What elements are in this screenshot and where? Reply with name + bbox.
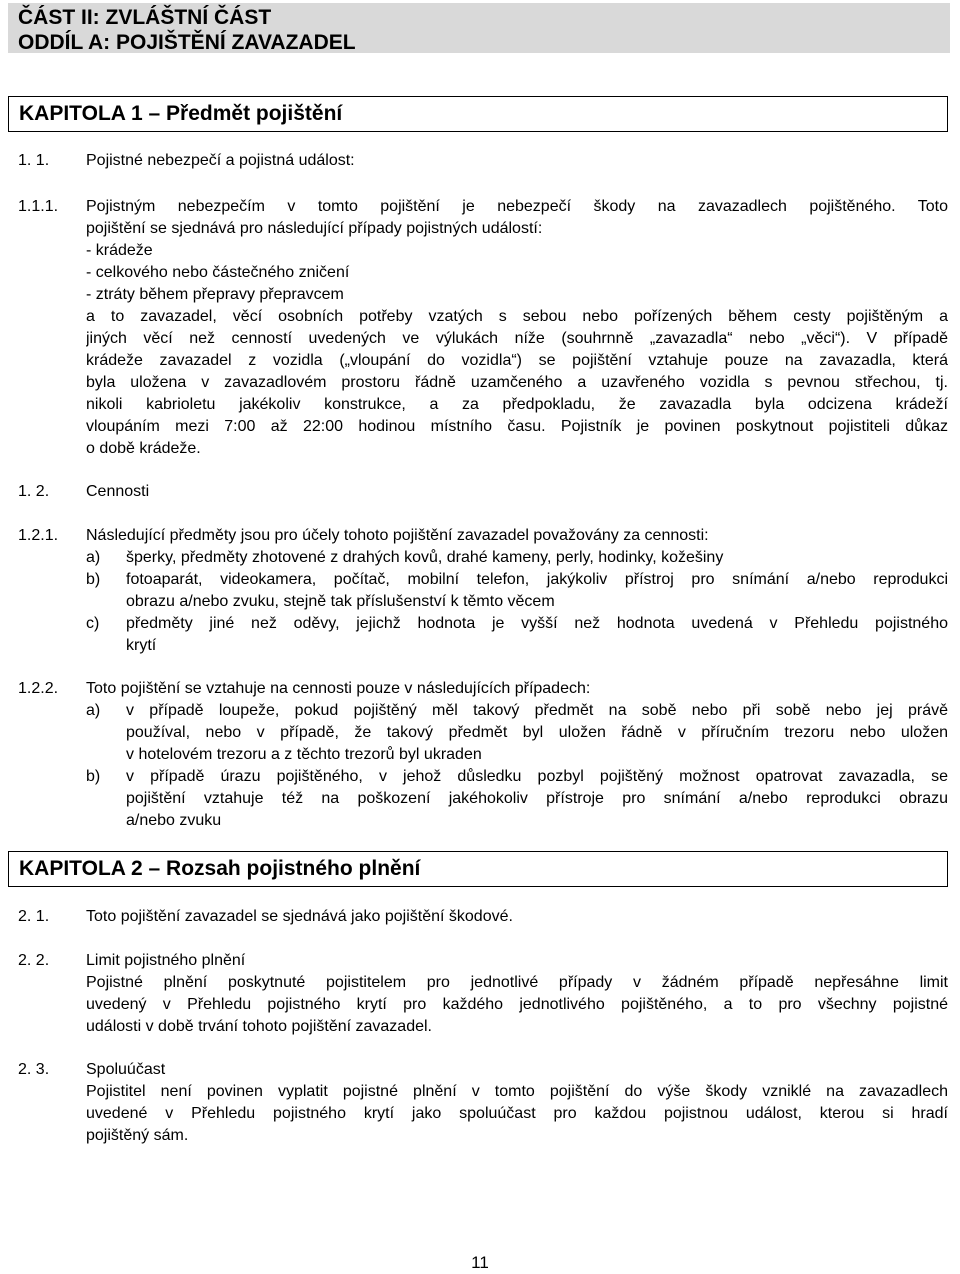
paragraph-line: pojištění se sjednává pro následující případy pojistných událostí: xyxy=(86,220,543,237)
section-number: 1. 2. xyxy=(18,483,50,500)
paragraph-line: nikoli kabrioletu jakékoliv konstrukce, a za předpokladu, že zavazadla byla odcizena krádeží xyxy=(86,396,948,413)
section-number: 1. 1. xyxy=(18,152,50,169)
paragraph-line: uvedený v Přehledu pojistného krytí pro každého jednotlivého pojištěného, a to pro všechny pojistné xyxy=(86,996,948,1013)
paragraph-line: Pojistné plnění poskytnuté pojistitelem pro jednotlivé případy v žádném případě nepřesáhne limit xyxy=(86,974,948,991)
section-number: 1.2.1. xyxy=(18,527,59,544)
section-number: 2. 3. xyxy=(18,1061,50,1078)
section-title: ODDÍL A: POJIŠTĚNÍ ZAVAZADEL xyxy=(18,31,356,54)
list-item: b) v případě úrazu pojištěného, v jehož důsledku pozbyl pojištěný možnost opatrovat zavazadla, se pojištění vztahuje též na poškození jakéhokoliv přístroje pro snímání a/nebo reprodukci obrazu a/nebo zvuku xyxy=(86,768,948,829)
section-title: Cennosti xyxy=(86,483,150,500)
chapter-1-heading: KAPITOLA 1 – Předmět pojištění xyxy=(8,96,948,132)
section-number: 2. 1. xyxy=(18,908,50,925)
section-number: 1.2.2. xyxy=(18,680,59,697)
section-1-2-1 xyxy=(18,525,948,657)
paragraph-line: Následující předměty jsou pro účely tohoto pojištění zavazadel považovány za cennosti: xyxy=(86,527,709,544)
paragraph-line: pojištěný sám. xyxy=(86,1127,189,1144)
section-title: Spoluúčast xyxy=(86,1061,166,1078)
section-title: Toto pojištění zavazadel se sjednává jako pojištění škodové. xyxy=(86,908,513,925)
list-item: a) v případě loupeže, pokud pojištěný měl takový předmět na sobě nebo při sobě nebo jej právě používal, nebo v případě, že takový předmět byl uložen řádně v příručním trezoru nebo uložen v hotelovém trezoru a z těchto trezorů byl ukraden xyxy=(86,702,948,763)
section-title: Pojistné nebezpečí a pojistná událost: xyxy=(86,152,355,169)
section-2-1 xyxy=(18,906,948,928)
paragraph-line: vloupáním mezi 7:00 až 22:00 hodinou místního času. Pojistník je povinen poskytnout pojistiteli důkaz xyxy=(86,418,948,435)
paragraph-line: události v době trvání tohoto pojištění zavazadel. xyxy=(86,1018,432,1035)
paragraph-line: o době krádeže. xyxy=(86,440,201,457)
section-1-1 xyxy=(18,150,948,172)
list-item: b) fotoaparát, videokamera, počítač, mobilní telefon, jakýkoliv přístroj pro snímání a/nebo reprodukci obrazu a/nebo zvuku, stejně tak příslušenství k těmto věcem xyxy=(86,571,948,610)
section-number: 1.1.1. xyxy=(18,198,59,215)
list-item: - celkového nebo částečného zničení xyxy=(86,264,350,281)
section-1-2-2 xyxy=(18,678,948,832)
section-2-3 xyxy=(18,1059,948,1147)
paragraph-line: jiných věcí než cenností uvedených ve výlukách níže (souhrnně „zavazadla“ nebo „věci“). V případě xyxy=(86,330,948,347)
list-item: a) šperky, předměty zhotovené z drahých kovů, drahé kameny, perly, hodinky, kožešiny xyxy=(86,549,724,566)
paragraph-line: Pojistným nebezpečím v tomto pojištění je nebezpečí škody na zavazadlech pojištěného. Toto xyxy=(86,198,948,215)
list-item: - ztráty během přepravy přepravcem xyxy=(86,286,344,303)
paragraph-line: Toto pojištění se vztahuje na cennosti pouze v následujících případech: xyxy=(86,680,591,697)
part-header xyxy=(8,3,950,53)
section-title: Limit pojistného plnění xyxy=(86,952,246,969)
paragraph-line: a to zavazadel, věcí osobních potřeby vzatých s sebou nebo pořízených během cesty pojištěným a xyxy=(86,308,948,325)
page-number: 11 xyxy=(471,1253,489,1272)
paragraph-line: byla uložena v zavazadlovém prostoru řádně uzamčeného a uzavřeného vozidla s pevnou střechou, tj. xyxy=(86,374,948,391)
chapter-2-heading: KAPITOLA 2 – Rozsah pojistného plnění xyxy=(8,851,948,887)
section-number: 2. 2. xyxy=(18,952,50,969)
section-1-1-1 xyxy=(18,196,948,460)
paragraph-line: uvedené v Přehledu pojistného krytí jako spoluúčast pro každou pojistnou událost, kterou si hradí xyxy=(86,1105,948,1122)
list-item: - krádeže xyxy=(86,242,153,259)
paragraph-line: Pojistitel není povinen vyplatit pojistné plnění v tomto pojištění do výše škody vzniklé na zavazadlech xyxy=(86,1083,948,1100)
part-title: ČÁST II: ZVLÁŠTNÍ ČÁST xyxy=(18,6,272,29)
list-item: c) předměty jiné než oděvy, jejichž hodnota je vyšší než hodnota uvedená v Přehledu pojistného krytí xyxy=(86,615,948,654)
section-1-2 xyxy=(18,481,948,503)
section-2-2 xyxy=(18,950,948,1038)
paragraph-line: krádeže zavazadel z vozidla („vloupání do vozidla“) se pojištění vztahuje pouze na zavazadla, která xyxy=(86,352,948,369)
